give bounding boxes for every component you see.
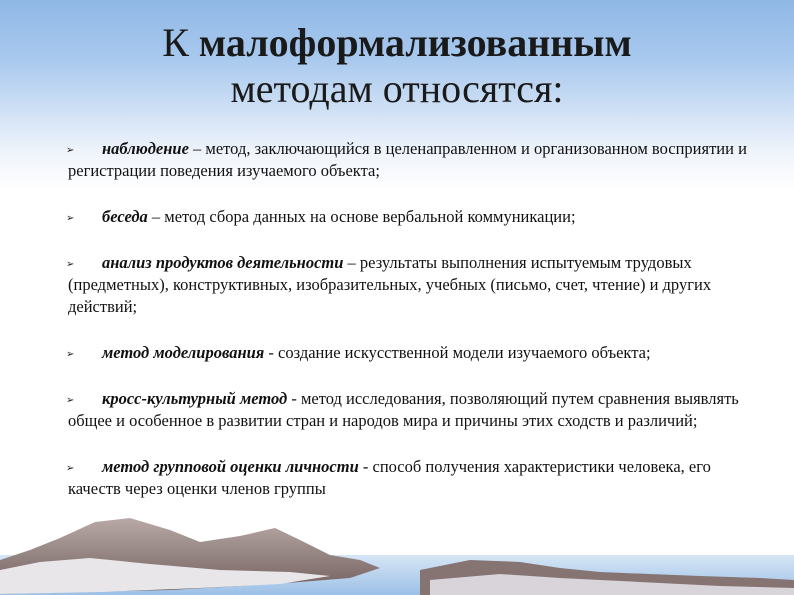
arrow-bullet-icon: ➢ [66,213,75,224]
item-description: – метод сбора данных на основе вербальной коммуникации; [147,207,576,226]
item-description: - способ получения характеристики человека, его качеств через оценки членов группы [68,457,711,498]
list-item [68,456,748,500]
item-term: кросс-культурный метод [102,389,288,408]
list-item [68,206,748,228]
item-description: – результаты выполнения испытуемым трудовых (предметных), конструктивных, изобразительных, учебных (письмо, счет, чтение) и других действий; [68,253,712,316]
item-description: - метод исследования, позволяющий путем сравнения выявлять общее и особенное в развитии стран и народов мира и причины этих сходств и различий; [68,389,739,430]
list-item [68,138,748,182]
item-description: – метод, заключающийся в целенаправленном и организованном восприятии и регистрации поведения изучаемого объекта; [68,139,747,180]
slide-title [0,20,794,112]
item-term: беседа [102,207,148,226]
item-term: метод групповой оценки личности [102,457,359,476]
arrow-bullet-icon: ➢ [66,395,75,406]
title-line-1 [0,20,794,66]
list-item [68,252,748,318]
methods-list [68,138,748,500]
title-prefix: К [162,20,189,65]
list-item [68,342,748,364]
title-bold-word: малоформализованным [198,20,632,65]
item-term: анализ продуктов деятельности [102,253,344,272]
item-term: наблюдение [102,139,189,158]
arrow-bullet-icon: ➢ [66,349,75,360]
item-term: метод моделирования [102,343,265,362]
arrow-bullet-icon: ➢ [66,259,75,270]
landscape-decoration [0,500,794,595]
list-item [68,388,748,432]
arrow-bullet-icon: ➢ [66,145,75,156]
item-description: - создание искусственной модели изучаемого объекта; [264,343,651,362]
title-line-2: методам относятся: [230,66,564,111]
arrow-bullet-icon: ➢ [66,463,75,474]
